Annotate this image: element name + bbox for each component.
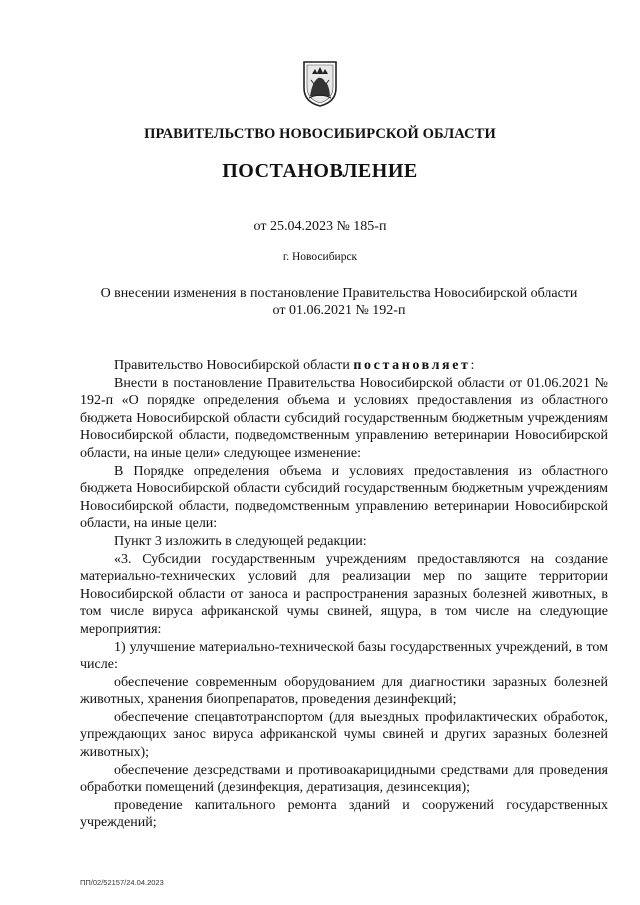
document-date-number: от 25.04.2023 № 185-п	[253, 219, 387, 234]
body-paragraph: обеспечение дезсредствами и противоакарицидными средствами для проведения обработки помещений (дезинфекция, дератизация, дезинсекция);	[80, 762, 608, 796]
body-paragraph: «3. Субсидии государственным учреждениям предоставляются на создание материально-технических условий для реализации мер по защите территории Новосибирской области от заноса и распространения заразных болезней животных, в том числе вируса африканской чумы свиней, ящура, в том числе на следующие мероприятия:	[80, 551, 608, 637]
body-paragraph: проведение капитального ремонта зданий и сооружений государственных учреждений;	[80, 797, 608, 831]
subject-line-1: О внесении изменения в постановление Правительства Новосибирской области	[100, 286, 578, 301]
document-type: ПОСТАНОВЛЕНИЕ	[222, 160, 418, 182]
decree-intro	[80, 357, 608, 375]
footer-code: ПП/02/52157/24.04.2023	[80, 878, 164, 887]
document-body	[80, 357, 608, 832]
coat-of-arms-icon	[302, 60, 338, 108]
decree-word: постановляет	[353, 358, 471, 373]
body-paragraph: обеспечение спецавтотранспортом (для выездных профилактических обработок, упреждающих занос вируса африканской чумы свиней и других заразных болезней животных);	[80, 709, 608, 761]
body-paragraph: Внести в постановление Правительства Новосибирской области от 01.06.2021 № 192-п «О порядке определения объема и условиях предоставления из областного бюджета Новосибирской области субсидий государственным бюджетным учреждениям Новосибирской области, подведомственным управлению ветеринарии Новосибирской области, на иные цели» следующее изменение:	[80, 375, 608, 461]
body-paragraph: 1) улучшение материально-технической базы государственных учреждений, в том числе:	[80, 639, 608, 673]
body-paragraph: обеспечение современным оборудованием для диагностики заразных болезней животных, хранения биопрепаратов, проведения дезинфекций;	[80, 674, 608, 708]
decree-intro-text: Правительство Новосибирской области	[114, 358, 354, 373]
subject-line-2: от 01.06.2021 № 192-п	[272, 303, 406, 318]
organization-name: ПРАВИТЕЛЬСТВО НОВОСИБИРСКОЙ ОБЛАСТИ	[144, 126, 496, 142]
body-paragraph: В Порядке определения объема и условиях предоставления из областного бюджета Новосибирской области субсидий государственным бюджетным учреждениям Новосибирской области, подведомственным управлению ветеринарии Новосибирской области, на иные цели:	[80, 463, 608, 532]
body-paragraph: Пункт 3 изложить в следующей редакции:	[114, 533, 367, 549]
document-subject	[70, 285, 608, 319]
document-city: г. Новосибирск	[282, 251, 358, 263]
decree-intro-end: :	[470, 358, 475, 373]
